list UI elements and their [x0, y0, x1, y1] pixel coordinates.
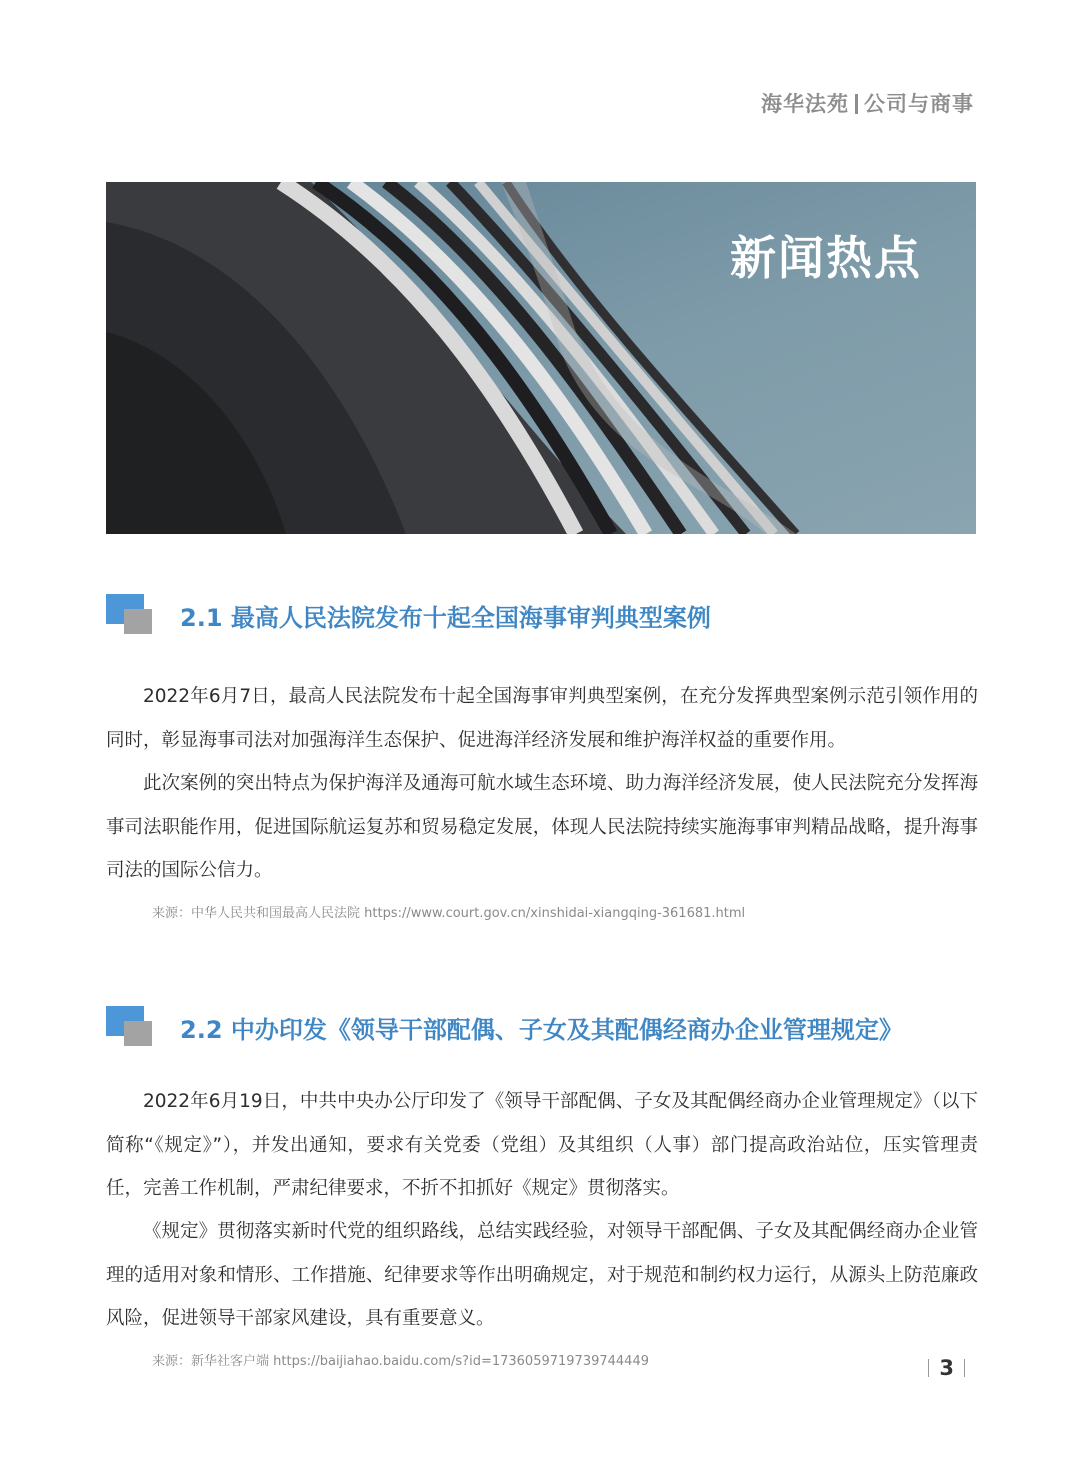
- banner-image: [106, 182, 976, 534]
- paragraph: 此次案例的突出特点为保护海洋及通海可航水域生态环境、助力海洋经济发展，使人民法院充分发挥海事司法职能作用，促进国际航运复苏和贸易稳定发展，体现人民法院持续实施海事审判精品战略，提升海事司法的国际公信力。: [106, 773, 978, 881]
- header-brand: 海华法苑: [761, 92, 849, 116]
- paragraph: 《规定》贯彻落实新时代党的组织路线，总结实践经验，对领导干部配偶、子女及其配偶经商办企业管理的适用对象和情形、工作措施、纪律要求等作出明确规定，对于规范和制约权力运行，从源头上防范廉政风险，促进领导干部家风建设，具有重要意义。: [106, 1221, 978, 1329]
- section-title: 2.1 最高人民法院发布十起全国海事审判典型案例: [180, 604, 711, 632]
- section-heading-1: [106, 594, 976, 638]
- page-number: [918, 1356, 975, 1380]
- heading-marker-gray: [124, 609, 152, 634]
- section-heading-2: [106, 1006, 976, 1050]
- page-header: [761, 88, 974, 118]
- page-number-bar: [928, 1359, 929, 1377]
- banner-title: 新闻热点: [730, 231, 922, 285]
- page-number-value: 3: [939, 1356, 954, 1380]
- heading-marker-gray: [124, 1021, 152, 1046]
- paragraph: 2022年6月19日，中共中央办公厅印发了《领导干部配偶、子女及其配偶经商办企业管理规定》（以下简称“《规定》”），并发出通知，要求有关党委（党组）及其组织（人事）部门提高政治站位，压实管理责任，完善工作机制，严肃纪律要求，不折不扣抓好《规定》贯彻落实。: [106, 1091, 978, 1199]
- section-title: 2.2 中办印发《领导干部配偶、子女及其配偶经商办企业管理规定》: [180, 1016, 903, 1044]
- page-number-bar: [964, 1359, 965, 1377]
- source-citation: 来源：新华社客户端 https://baijiahao.baidu.com/s?id=1736059719739744449: [152, 1354, 649, 1369]
- paragraph: 2022年6月7日，最高人民法院发布十起全国海事审判典型案例，在充分发挥典型案例示范引领作用的同时，彰显海事司法对加强海洋生态保护、促进海洋经济发展和维护海洋权益的重要作用。: [106, 686, 978, 751]
- header-section: 公司与商事: [864, 92, 974, 116]
- header-separator: [855, 94, 858, 114]
- source-citation: 来源：中华人民共和国最高人民法院 https://www.court.gov.cn/xinshidai-xiangqing-361681.html: [152, 906, 746, 921]
